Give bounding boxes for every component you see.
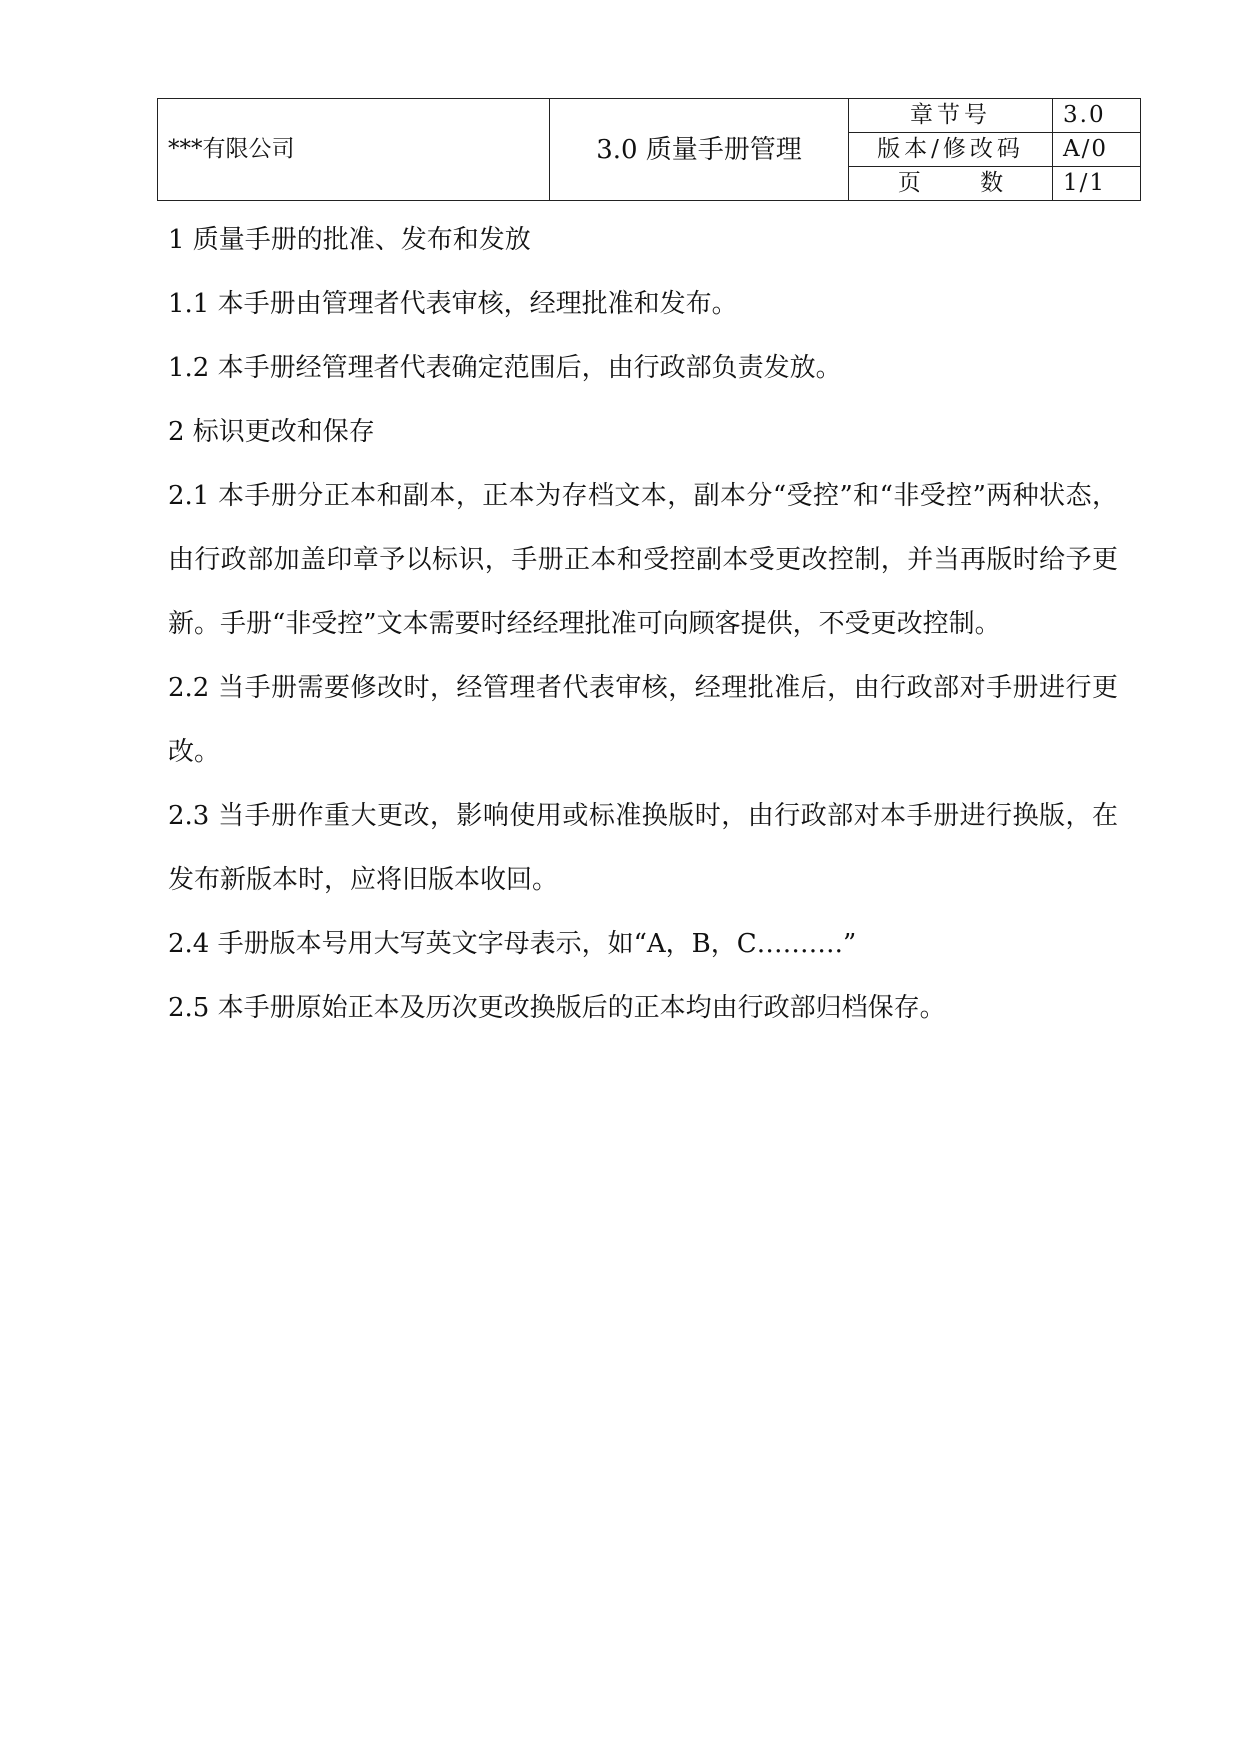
clause-2-3: 2.3 当手册作重大更改，影响使用或标准换版时，由行政部对本手册进行换版，在发布新版本时，应将旧版本收回。 [168,801,1118,895]
page-count-label-text: 页 数 [897,170,1030,196]
chapter-number-label: 章节号 [849,99,1053,133]
document-body [168,208,1118,1040]
version-label: 版本/修改码 [849,133,1053,167]
chapter-number-value: 3.0 [1053,99,1141,133]
clause-2-4: 2.4 手册版本号用大写英文字母表示，如“A，B，C……….” [168,929,857,959]
page-count-label [849,167,1053,201]
clause-2-2: 2.2 当手册需要修改时，经管理者代表审核，经理批准后，由行政部对手册进行更改。 [168,673,1118,767]
clause-1-2: 1.2 本手册经管理者代表确定范围后，由行政部负责发放。 [168,353,842,383]
document-header-table [157,98,1141,201]
page-count-value: 1/1 [1053,167,1141,201]
clause-2-5: 2.5 本手册原始正本及历次更改换版后的正本均由行政部归档保存。 [168,993,946,1023]
header-row-1 [158,99,1141,133]
section-heading-1: 1 质量手册的批准、发布和发放 [168,225,531,255]
clause-2-1: 2.1 本手册分正本和副本，正本为存档文本，副本分“受控”和“非受控”两种状态，由行政部加盖印章予以标识，手册正本和受控副本受更改控制，并当再版时给予更新。手册“非受控”文本需要时经经理批准可向顾客提供，不受更改控制。 [168,481,1118,639]
document-title: 3.0 质量手册管理 [550,99,849,201]
clause-1-1: 1.1 本手册由管理者代表审核，经理批准和发布。 [168,289,738,319]
version-value: A/0 [1053,133,1141,167]
section-heading-2: 2 标识更改和保存 [168,417,375,447]
company-name: ***有限公司 [158,99,550,201]
